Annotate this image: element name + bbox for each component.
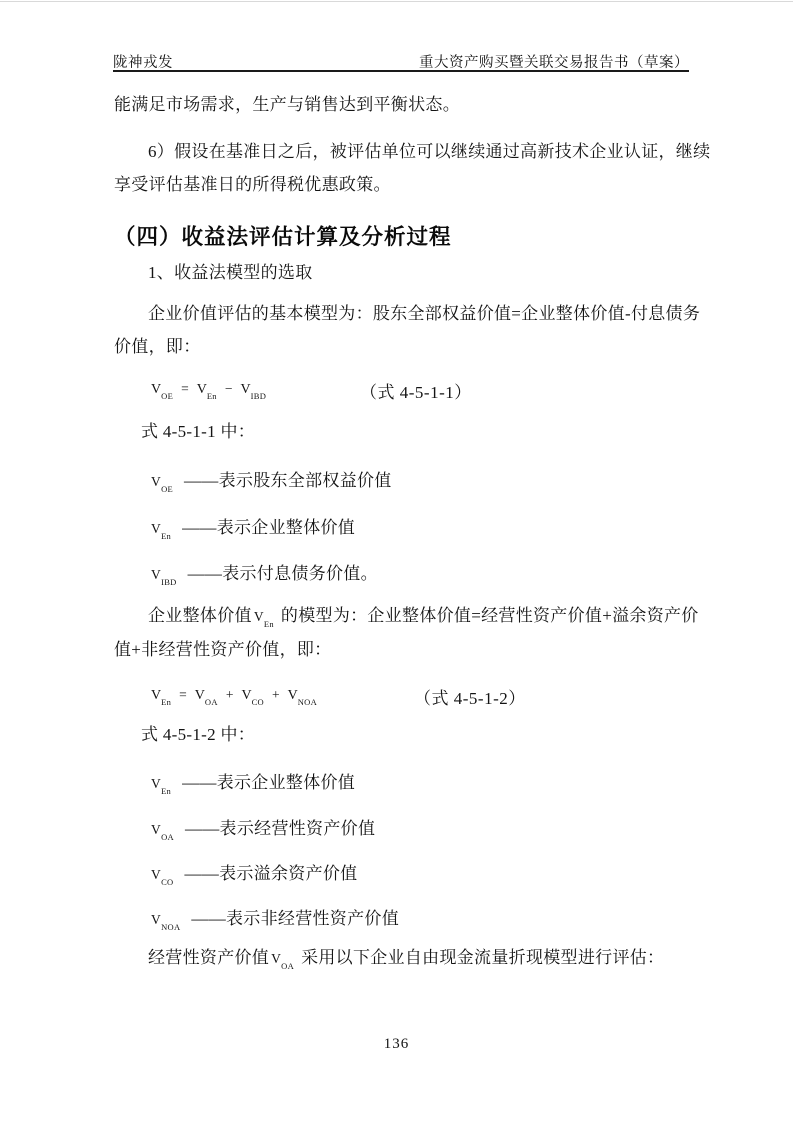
formula-subscript: CO (251, 696, 264, 707)
formula-operator: = (179, 687, 187, 702)
formula-term: V (241, 688, 252, 703)
formula-subscript: En (206, 390, 217, 401)
paragraph-line: 能满足市场需求，生产与销售达到平衡状态。 (114, 95, 460, 114)
variable-base: V (253, 609, 264, 624)
inline-variable (253, 606, 274, 630)
sub-heading: 1、收益法模型的选取 (148, 263, 313, 282)
formula-term: V (287, 688, 298, 703)
variable-description: ——表示企业整体价值 (182, 773, 356, 792)
variable-base: V (151, 776, 162, 791)
formula-subscript: OA (204, 696, 218, 707)
variable-description: ——表示企业整体价值 (182, 518, 356, 537)
header-left-title: 陇神戎发 (113, 55, 173, 71)
formula-eq1 (151, 381, 472, 402)
formula-intro: 式 4-5-1-2 中： (141, 725, 256, 744)
variable-subscript: OE (161, 484, 173, 495)
formula-operator: − (224, 381, 233, 396)
variable-definition (151, 859, 358, 888)
variable-base: V (151, 474, 162, 489)
variable-base: V (151, 822, 162, 837)
variable-definition (151, 513, 356, 542)
formula-label: （式 4-5-1-2） (414, 689, 526, 708)
variable-base: V (151, 867, 162, 882)
paragraph-line: 值+非经营性资产价值，即： (114, 640, 332, 659)
formula-operator: + (271, 687, 280, 702)
header-right-title: 重大资产购买暨关联交易报告书（草案） (419, 55, 689, 71)
header-divider (113, 70, 689, 72)
variable-subscript: NOA (161, 922, 181, 933)
formula-subscript: OE (161, 390, 174, 401)
formula-term: V (151, 382, 162, 397)
formula-operator: + (225, 687, 234, 702)
variable-definition (151, 768, 356, 797)
variable-definition (151, 466, 392, 495)
formula-term: V (240, 382, 251, 397)
formula-label: （式 4-5-1-1） (360, 383, 472, 402)
variable-base: V (151, 521, 162, 536)
paragraph-text: 采用以下企业自由现金流量折现模型进行评估： (301, 948, 665, 967)
formula-subscript: NOA (297, 696, 318, 707)
paragraph-text: 企业整体价值 (148, 606, 252, 625)
formula-operator: = (181, 381, 189, 396)
formula-term: V (194, 688, 205, 703)
formula-eq2 (151, 687, 526, 708)
variable-definition (151, 814, 376, 843)
paragraph-text: 的模型为：企业整体价值=经营性资产价值+溢余资产价 (280, 606, 699, 625)
paragraph-line: 享受评估基准日的所得税优惠政策。 (114, 175, 391, 194)
variable-description: ——表示经营性资产价值 (184, 819, 376, 838)
page-header (113, 51, 689, 72)
variable-description: ——表示溢余资产价值 (184, 864, 358, 883)
inline-variable (271, 948, 295, 972)
variable-subscript: OA (281, 961, 295, 972)
formula-intro: 式 4-5-1-1 中： (141, 422, 256, 441)
variable-definition (151, 559, 378, 588)
paragraph-line (148, 948, 665, 972)
variable-definition (151, 904, 399, 933)
formula-subscript: IBD (250, 390, 267, 401)
page-number: 136 (383, 1036, 410, 1052)
variable-base: V (151, 567, 162, 582)
paragraph-text: 经营性资产价值 (148, 948, 270, 967)
variable-subscript: En (161, 786, 172, 797)
variable-description: ——表示付息债务价值。 (187, 564, 378, 583)
paragraph-line: 6）假设在基准日之后，被评估单位可以继续通过高新技术企业认证，继续 (148, 142, 711, 161)
variable-base: V (271, 951, 282, 966)
section-heading: （四）收益法评估计算及分析过程 (114, 225, 452, 249)
variable-description: ——表示股东全部权益价值 (184, 471, 392, 490)
variable-subscript: CO (161, 877, 174, 888)
scan-edge-artifact (0, 1, 793, 2)
variable-subscript: En (263, 619, 274, 630)
paragraph-line (148, 606, 699, 630)
variable-description: ——表示非经营性资产价值 (191, 909, 399, 928)
formula-subscript: En (161, 696, 172, 707)
variable-base: V (151, 912, 162, 927)
variable-subscript: En (161, 531, 172, 542)
variable-subscript: OA (161, 832, 174, 843)
formula-term: V (196, 382, 207, 397)
variable-subscript: IBD (161, 577, 177, 588)
paragraph-line: 价值，即： (114, 337, 201, 356)
paragraph-line: 企业价值评估的基本模型为：股东全部权益价值=企业整体价值-付息债务 (148, 304, 701, 323)
formula-term: V (151, 688, 162, 703)
